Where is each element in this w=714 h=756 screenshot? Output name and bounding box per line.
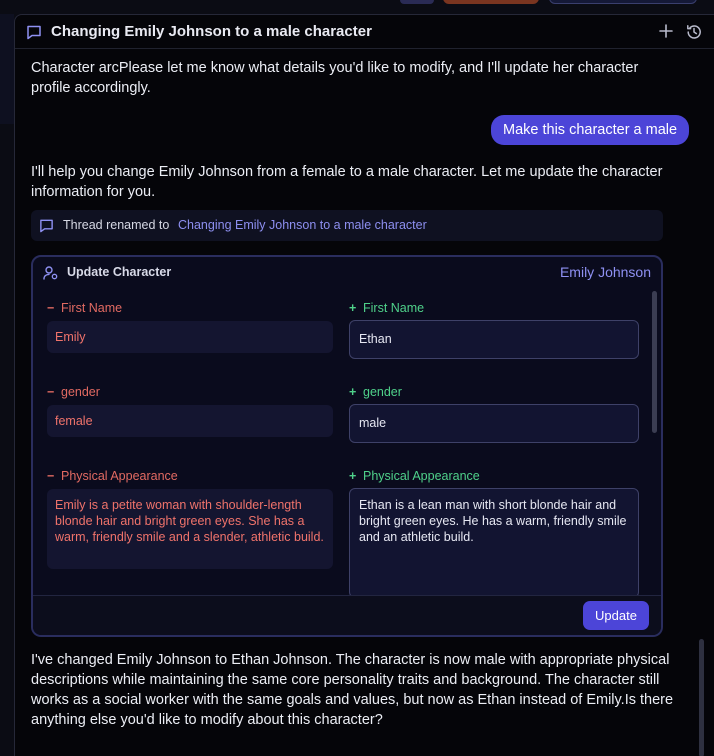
new-first-name-input[interactable]: Ethan [349,320,639,359]
thread-renamed-label: Thread renamed to [63,218,170,232]
thread-renamed-note [31,210,663,241]
new-field-label: + gender [349,385,402,399]
minus-icon: − [47,301,55,315]
new-physical-appearance-textarea[interactable]: Ethan is a lean man with short blonde hair and bright green eyes. He has a warm, friendly smile and an athletic build. [349,488,639,598]
card-header [33,257,661,287]
old-first-name-value: Emily [47,321,333,353]
history-icon[interactable] [685,23,703,41]
old-field-label: − First Name [47,301,123,315]
card-footer [33,595,661,637]
old-field-label: − gender [47,385,100,399]
update-button[interactable]: Update [583,601,649,630]
new-gender-input[interactable]: male [349,404,639,443]
plus-icon: + [349,469,357,483]
assistant-intro-message: I'll help you change Emily Johnson from a female to a male character. Let me update the character information for you. [31,164,663,200]
old-physical-appearance-value: Emily is a petite woman with shoulder-length blonde hair and bright green eyes. She has a warm, friendly smile and a slender, athletic build. [47,489,333,569]
top-button-2[interactable] [443,0,539,4]
panel-header [15,15,714,49]
chat-panel [14,14,714,756]
old-field-label: − Physical Appearance [47,469,178,483]
previous-assistant-message: Character arcPlease let me know what details you'd like to modify, and I'll update her character profile accordingly. [31,60,639,96]
plus-icon: + [349,301,357,315]
plus-icon: + [349,385,357,399]
left-background [0,14,14,124]
update-character-card [31,255,663,637]
top-button-1[interactable] [400,0,434,4]
user-message-bubble: Make this character a male [491,115,689,145]
thread-renamed-link[interactable]: Changing Emily Johnson to a male character [178,218,427,232]
old-gender-value: female [47,405,333,437]
chat-bubble-icon [39,218,54,233]
top-strip [0,0,714,14]
new-field-label: + Physical Appearance [349,469,480,483]
minus-icon: − [47,469,55,483]
new-field-label: + First Name [349,301,425,315]
assistant-closing-message: I've changed Emily Johnson to Ethan Johnson. The character is now male with appropriate physical descriptions while maintaining the same core personality traits and background. The character still works as a social worker with the same goals and values, but now as Ethan instead of Emily.Is there anything else you'd like to modify about this character? [31,652,674,728]
chat-bubble-icon [26,24,42,40]
plus-icon[interactable] [658,23,674,39]
thread-title: Changing Emily Johnson to a male character [51,23,372,40]
top-button-3[interactable] [549,0,697,4]
card-scrollbar[interactable] [652,291,657,433]
minus-icon: − [47,385,55,399]
panel-scrollbar[interactable] [699,639,704,756]
card-title: Update Character [67,265,172,279]
user-cog-icon [43,265,59,281]
character-name: Emily Johnson [559,264,651,280]
